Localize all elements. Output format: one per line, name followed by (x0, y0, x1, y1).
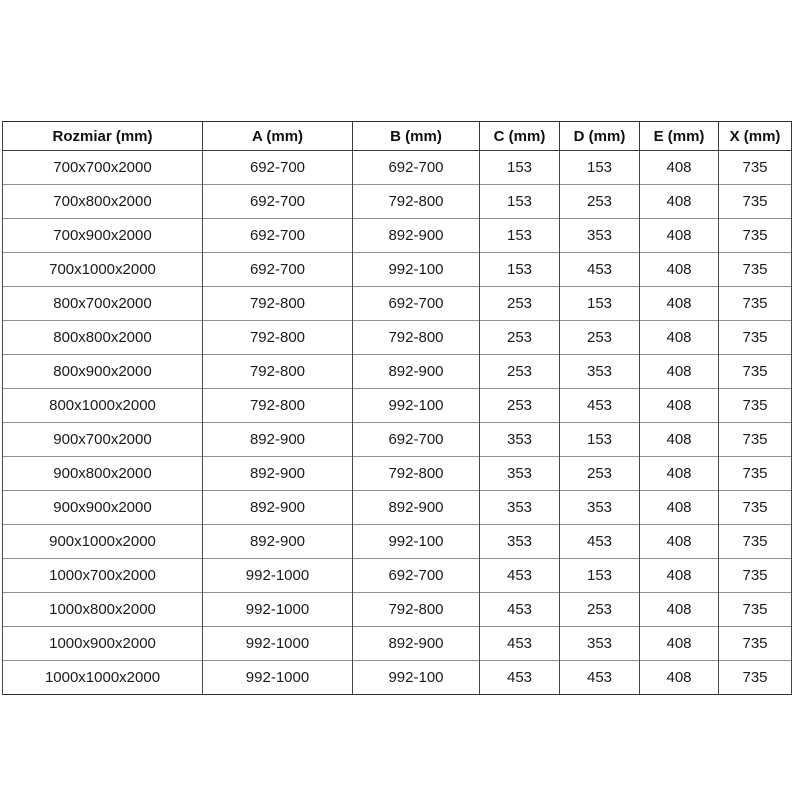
table-cell: 992-100 (353, 525, 480, 559)
column-header-5: E (mm) (640, 122, 719, 151)
table-cell: 892-900 (203, 423, 353, 457)
table-cell: 253 (480, 287, 560, 321)
column-header-4: D (mm) (560, 122, 640, 151)
table-cell: 800x1000x2000 (3, 389, 203, 423)
table-cell: 735 (719, 491, 792, 525)
table-cell: 800x900x2000 (3, 355, 203, 389)
table-cell: 900x700x2000 (3, 423, 203, 457)
table-cell: 735 (719, 627, 792, 661)
table-cell: 353 (480, 491, 560, 525)
table-row (3, 423, 792, 457)
table-cell: 700x700x2000 (3, 151, 203, 185)
table-body (3, 151, 792, 695)
table-cell: 453 (560, 389, 640, 423)
table-cell: 735 (719, 185, 792, 219)
table-row (3, 559, 792, 593)
table-row (3, 321, 792, 355)
table-cell: 408 (640, 661, 719, 695)
table-cell: 453 (480, 627, 560, 661)
table-cell: 153 (480, 151, 560, 185)
header-row (3, 122, 792, 151)
table-cell: 992-100 (353, 389, 480, 423)
table-cell: 735 (719, 151, 792, 185)
table-cell: 992-1000 (203, 559, 353, 593)
table-cell: 735 (719, 457, 792, 491)
table-cell: 792-800 (203, 287, 353, 321)
table-cell: 792-800 (203, 355, 353, 389)
table-cell: 792-800 (353, 185, 480, 219)
table-cell: 253 (560, 185, 640, 219)
table-cell: 792-800 (203, 389, 353, 423)
table-cell: 253 (560, 457, 640, 491)
table-cell: 992-100 (353, 661, 480, 695)
table-cell: 992-1000 (203, 593, 353, 627)
column-header-2: B (mm) (353, 122, 480, 151)
table-cell: 353 (560, 627, 640, 661)
table-cell: 800x800x2000 (3, 321, 203, 355)
table-cell: 992-100 (353, 253, 480, 287)
table-cell: 735 (719, 287, 792, 321)
table-row (3, 627, 792, 661)
table-cell: 153 (560, 559, 640, 593)
table-row (3, 185, 792, 219)
table-cell: 253 (480, 355, 560, 389)
table-cell: 408 (640, 593, 719, 627)
table-cell: 153 (480, 219, 560, 253)
table-cell: 692-700 (353, 559, 480, 593)
table-cell: 1000x800x2000 (3, 593, 203, 627)
table-cell: 1000x900x2000 (3, 627, 203, 661)
table-cell: 153 (480, 185, 560, 219)
table-cell: 892-900 (353, 219, 480, 253)
column-header-3: C (mm) (480, 122, 560, 151)
table-cell: 408 (640, 491, 719, 525)
table-cell: 792-800 (203, 321, 353, 355)
table-row (3, 593, 792, 627)
table-cell: 735 (719, 321, 792, 355)
table-cell: 153 (480, 253, 560, 287)
table-cell: 408 (640, 151, 719, 185)
table-cell: 900x1000x2000 (3, 525, 203, 559)
table-cell: 408 (640, 287, 719, 321)
table-cell: 700x800x2000 (3, 185, 203, 219)
table-cell: 253 (560, 321, 640, 355)
table-cell: 1000x700x2000 (3, 559, 203, 593)
table-cell: 892-900 (203, 491, 353, 525)
table-row (3, 151, 792, 185)
table-cell: 992-1000 (203, 627, 353, 661)
table-row (3, 491, 792, 525)
table-cell: 153 (560, 151, 640, 185)
table-cell: 353 (480, 457, 560, 491)
table-cell: 900x800x2000 (3, 457, 203, 491)
table-cell: 692-700 (203, 185, 353, 219)
table-cell: 453 (560, 525, 640, 559)
table-cell: 453 (480, 559, 560, 593)
table-row (3, 457, 792, 491)
table-cell: 735 (719, 219, 792, 253)
table-cell: 892-900 (353, 491, 480, 525)
table-cell: 1000x1000x2000 (3, 661, 203, 695)
table-row (3, 525, 792, 559)
table-cell: 792-800 (353, 321, 480, 355)
column-header-6: X (mm) (719, 122, 792, 151)
table-cell: 408 (640, 185, 719, 219)
column-header-0: Rozmiar (mm) (3, 122, 203, 151)
table-cell: 353 (480, 525, 560, 559)
table-row (3, 219, 792, 253)
table-cell: 408 (640, 525, 719, 559)
table-cell: 453 (480, 593, 560, 627)
table-cell: 892-900 (353, 627, 480, 661)
table-cell: 253 (560, 593, 640, 627)
table-cell: 153 (560, 423, 640, 457)
table-cell: 153 (560, 287, 640, 321)
table-cell: 353 (560, 219, 640, 253)
table-cell: 408 (640, 559, 719, 593)
table-cell: 408 (640, 423, 719, 457)
table-cell: 735 (719, 593, 792, 627)
table-cell: 408 (640, 321, 719, 355)
table-cell: 408 (640, 389, 719, 423)
table-cell: 735 (719, 525, 792, 559)
table-row (3, 287, 792, 321)
table-cell: 408 (640, 219, 719, 253)
table-cell: 735 (719, 355, 792, 389)
table-cell: 353 (560, 491, 640, 525)
table-row (3, 389, 792, 423)
table-cell: 700x1000x2000 (3, 253, 203, 287)
table-cell: 735 (719, 253, 792, 287)
table-cell: 992-1000 (203, 661, 353, 695)
table-header (3, 122, 792, 151)
size-table (2, 121, 792, 695)
table-cell: 892-900 (203, 457, 353, 491)
table-row (3, 661, 792, 695)
table-cell: 735 (719, 661, 792, 695)
table-cell: 892-900 (203, 525, 353, 559)
table-cell: 900x900x2000 (3, 491, 203, 525)
table-cell: 692-700 (203, 253, 353, 287)
table-cell: 253 (480, 389, 560, 423)
table-cell: 353 (480, 423, 560, 457)
table-cell: 408 (640, 253, 719, 287)
table-cell: 735 (719, 423, 792, 457)
table-cell: 692-700 (353, 287, 480, 321)
table-cell: 892-900 (353, 355, 480, 389)
table-cell: 408 (640, 355, 719, 389)
table-cell: 692-700 (353, 423, 480, 457)
column-header-1: A (mm) (203, 122, 353, 151)
table-cell: 735 (719, 389, 792, 423)
table-cell: 353 (560, 355, 640, 389)
table-cell: 692-700 (353, 151, 480, 185)
table-cell: 692-700 (203, 151, 353, 185)
table-cell: 792-800 (353, 593, 480, 627)
table-cell: 453 (480, 661, 560, 695)
table-cell: 692-700 (203, 219, 353, 253)
table-row (3, 253, 792, 287)
table-cell: 735 (719, 559, 792, 593)
table-cell: 700x900x2000 (3, 219, 203, 253)
table-cell: 800x700x2000 (3, 287, 203, 321)
table-cell: 408 (640, 457, 719, 491)
table-cell: 453 (560, 661, 640, 695)
table-cell: 253 (480, 321, 560, 355)
table-cell: 792-800 (353, 457, 480, 491)
table-row (3, 355, 792, 389)
table-cell: 453 (560, 253, 640, 287)
table-cell: 408 (640, 627, 719, 661)
